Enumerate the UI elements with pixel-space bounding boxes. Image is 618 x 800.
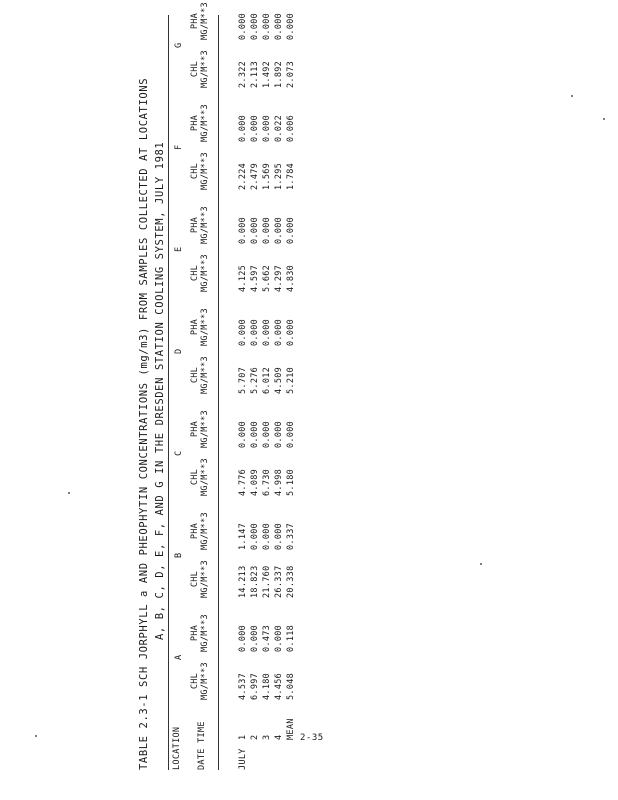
chl-value-cell: 2.322: [238, 60, 248, 88]
chl-value-cell: 4.297: [274, 264, 284, 292]
chl-value-cell: 4.509: [274, 366, 284, 394]
chl-value-cell: 4.597: [250, 264, 260, 292]
pha-value-cell: 0.000: [262, 522, 272, 550]
location-code: A: [174, 654, 184, 660]
pha-column-header: PHA MG/M**3: [190, 410, 210, 448]
chl-value-cell: 26.337: [274, 565, 284, 598]
chl-value-cell: 5.048: [286, 672, 296, 700]
location-code: F: [174, 144, 184, 150]
scan-speck: [35, 735, 37, 737]
pha-column-header: PHA MG/M**3: [190, 512, 210, 550]
chl-column-header: CHL MG/M**3: [190, 152, 210, 190]
chl-column-header: CHL MG/M**3: [190, 662, 210, 700]
pha-value-cell: 0.000: [250, 114, 260, 142]
row-label: 3: [262, 734, 272, 740]
top-rule: [168, 15, 169, 770]
chl-value-cell: 4.776: [238, 468, 248, 496]
pha-value-cell: 0.000: [286, 420, 296, 448]
location-code: E: [174, 246, 184, 252]
pha-value-cell: 0.000: [250, 216, 260, 244]
pha-value-cell: 0.000: [238, 318, 248, 346]
scan-speck: [68, 492, 70, 494]
pha-value-cell: 0.000: [250, 12, 260, 40]
pha-value-cell: 0.000: [262, 114, 272, 142]
chl-value-cell: 6.012: [262, 366, 272, 394]
pha-value-cell: 0.000: [250, 318, 260, 346]
location-code: C: [174, 450, 184, 456]
chl-value-cell: 5.180: [286, 468, 296, 496]
table-title-line2: A, B, C, D, E, F, AND G IN THE DRESDEN STATION COOLING SYSTEM, JULY 1981: [154, 141, 166, 640]
pha-value-cell: 0.000: [274, 216, 284, 244]
chl-value-cell: 2.224: [238, 162, 248, 190]
chl-value-cell: 1.892: [274, 60, 284, 88]
month-label: JULY: [238, 748, 248, 770]
row-label: 1: [238, 734, 248, 740]
pha-value-cell: 0.000: [262, 12, 272, 40]
chl-value-cell: 1.295: [274, 162, 284, 190]
pha-value-cell: 0.473: [262, 624, 272, 652]
pha-value-cell: 0.000: [274, 12, 284, 40]
pha-value-cell: 0.006: [286, 114, 296, 142]
chl-column-header: CHL MG/M**3: [190, 356, 210, 394]
chl-value-cell: 4.830: [286, 264, 296, 292]
chl-column-header: CHL MG/M**3: [190, 458, 210, 496]
pha-value-cell: 0.022: [274, 114, 284, 142]
date-time-header: DATE TIME: [197, 721, 207, 770]
chl-value-cell: 6.997: [250, 672, 260, 700]
chl-value-cell: 4.089: [250, 468, 260, 496]
chl-value-cell: 5.707: [238, 366, 248, 394]
chl-value-cell: 5.276: [250, 366, 260, 394]
chl-value-cell: 4.998: [274, 468, 284, 496]
chl-value-cell: 4.456: [274, 672, 284, 700]
pha-value-cell: 0.000: [250, 522, 260, 550]
chl-value-cell: 1.784: [286, 162, 296, 190]
chl-value-cell: 6.730: [262, 468, 272, 496]
chl-value-cell: 5.210: [286, 366, 296, 394]
scan-speck: [480, 563, 482, 565]
pha-value-cell: 0.000: [238, 216, 248, 244]
pha-column-header: PHA MG/M**3: [190, 2, 210, 40]
chl-value-cell: 5.662: [262, 264, 272, 292]
chl-value-cell: 1.569: [262, 162, 272, 190]
pha-value-cell: 0.000: [238, 114, 248, 142]
pha-value-cell: 0.000: [274, 420, 284, 448]
pha-value-cell: 0.000: [274, 522, 284, 550]
pha-column-header: PHA MG/M**3: [190, 206, 210, 244]
pha-column-header: PHA MG/M**3: [190, 308, 210, 346]
page-number: 2-35: [300, 733, 324, 743]
chl-value-cell: 4.125: [238, 264, 248, 292]
pha-value-cell: 0.000: [274, 624, 284, 652]
location-code: D: [174, 348, 184, 354]
scan-speck: [603, 118, 605, 120]
chl-column-header: CHL MG/M**3: [190, 560, 210, 598]
pha-value-cell: 0.000: [238, 420, 248, 448]
chl-value-cell: 2.073: [286, 60, 296, 88]
pha-value-cell: 0.000: [250, 420, 260, 448]
row-label: 4: [274, 734, 284, 740]
pha-value-cell: 0.000: [286, 12, 296, 40]
chl-value-cell: 14.213: [238, 565, 248, 598]
pha-value-cell: 0.000: [286, 318, 296, 346]
pha-value-cell: 0.337: [286, 522, 296, 550]
row-label: MEAN: [286, 718, 296, 740]
chl-value-cell: 2.113: [250, 60, 260, 88]
chl-value-cell: 2.479: [250, 162, 260, 190]
pha-value-cell: 0.000: [274, 318, 284, 346]
location-code: G: [174, 42, 184, 48]
pha-value-cell: 0.000: [250, 624, 260, 652]
chl-value-cell: 4.537: [238, 672, 248, 700]
chl-value-cell: 20.338: [286, 565, 296, 598]
chl-value-cell: 21.760: [262, 565, 272, 598]
pha-value-cell: 0.000: [286, 216, 296, 244]
pha-value-cell: 0.118: [286, 624, 296, 652]
table-title-line1: TABLE 2.3-1 SCH JORPHYLL a AND PHEOPHYTIN CONCENTRATIONS (mg/m3) FROM SAMPLES COLLECTED AT LOCATIONS: [138, 77, 150, 770]
header-rule: [218, 15, 219, 770]
row-label: 2: [250, 734, 260, 740]
pha-value-cell: 0.000: [238, 624, 248, 652]
pha-value-cell: 1.147: [238, 522, 248, 550]
location-header: LOCATION: [172, 726, 182, 770]
scan-speck: [571, 95, 573, 97]
chl-column-header: CHL MG/M**3: [190, 254, 210, 292]
chl-column-header: CHL MG/M**3: [190, 50, 210, 88]
chl-value-cell: 4.180: [262, 672, 272, 700]
pha-column-header: PHA MG/M**3: [190, 614, 210, 652]
pha-column-header: PHA MG/M**3: [190, 104, 210, 142]
chl-value-cell: 1.492: [262, 60, 272, 88]
chl-value-cell: 18.823: [250, 565, 260, 598]
pha-value-cell: 0.000: [238, 12, 248, 40]
location-code: B: [174, 552, 184, 558]
pha-value-cell: 0.000: [262, 318, 272, 346]
pha-value-cell: 0.000: [262, 420, 272, 448]
pha-value-cell: 0.000: [262, 216, 272, 244]
